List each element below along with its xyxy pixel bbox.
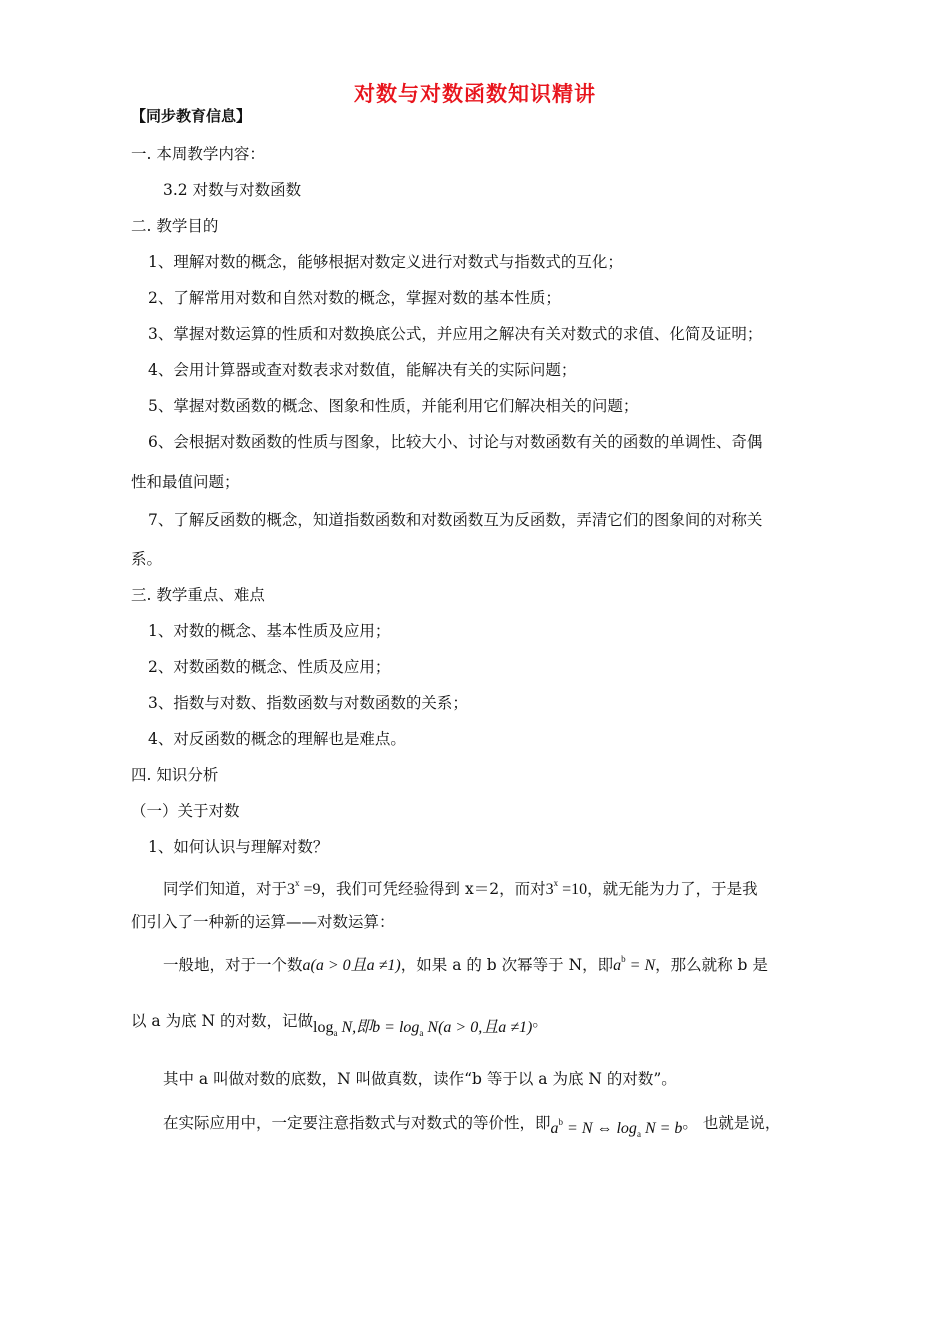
s2-item-6: 6、会根据对数函数的性质与图象，比较大小、讨论与对数函数有关的函数的单调性、奇偶 bbox=[148, 433, 763, 451]
s2-item-7: 7、了解反函数的概念，知道指数函数和对数函数互为反函数，弄清它们的图象间的对称关 bbox=[148, 511, 763, 529]
s2-item-6-cont: 性和最值问题； bbox=[131, 473, 240, 491]
formula-a-condition: a(a > 0且a ≠1) bbox=[302, 957, 401, 974]
s3-item-1: 1、对数的概念、基本性质及应用； bbox=[148, 622, 391, 640]
s1-item: 3.2 对数与对数函数 bbox=[163, 181, 302, 199]
formula-3-pow-x-eq-9: $3^x =9$ bbox=[287, 878, 321, 898]
heading-4: 四. 知识分析 bbox=[131, 766, 219, 784]
section-header: 【同步教育信息】 bbox=[131, 107, 252, 125]
paragraph-5: 在实际应用中，一定要注意指数式与对数式的等价性，即$a^b = N$ ⇔ $\log_a N = b$。 也就是说， bbox=[163, 1114, 781, 1139]
paragraph-4: 其中 a 叫做对数的底数，N 叫做真数，读作“b 等于以 a 为底 N 的对数”。 bbox=[163, 1070, 677, 1088]
paragraph-1-cont: 们引入了一种新的运算——对数运算： bbox=[131, 913, 395, 931]
formula-3-pow-x-eq-10: $3^x =10$ bbox=[545, 878, 588, 898]
s2-item-7-cont: 系。 bbox=[131, 550, 163, 568]
formula-equivalence: $a^b = N$ ⇔ $\log_a N = b$ bbox=[550, 1117, 683, 1139]
question-1: 1、如何认识与理解对数？ bbox=[148, 838, 329, 856]
s3-item-2: 2、对数函数的概念、性质及应用； bbox=[148, 658, 391, 676]
formula-log-definition: $\log_a N$,即$b = \log_a N(a > 0$,且a ≠1) bbox=[313, 1019, 533, 1038]
paragraph-1: 同学们知道，对于$3^x =9$，我们可凭经验得到 x＝2，而对$3^x =10$，就无能为力了，于是我 bbox=[163, 878, 758, 898]
subheading-logarithm: （一）关于对数 bbox=[131, 802, 240, 820]
formula-a-pow-b-eq-n: $a^b = N$ bbox=[613, 954, 656, 974]
heading-3: 三. 教学重点、难点 bbox=[131, 586, 265, 604]
s3-item-4: 4、对反函数的概念的理解也是难点。 bbox=[148, 730, 406, 748]
page-title: 对数与对数函数知识精讲 bbox=[354, 82, 596, 106]
paragraph-2: 一般地，对于一个数a(a > 0且a ≠1)，如果 a 的 b 次幂等于 N，即$a^b = N$，那么就称 b 是 bbox=[163, 954, 768, 974]
s2-item-5: 5、掌握对数函数的概念、图象和性质，并能利用它们解决相关的问题； bbox=[148, 397, 639, 415]
heading-2: 二. 教学目的 bbox=[131, 217, 219, 235]
s2-item-3: 3、掌握对数运算的性质和对数换底公式，并应用之解决有关对数式的求值、化简及证明； bbox=[148, 325, 763, 343]
s2-item-1: 1、理解对数的概念，能够根据对数定义进行对数式与指数式的互化； bbox=[148, 253, 623, 271]
s2-item-2: 2、了解常用对数和自然对数的概念，掌握对数的基本性质； bbox=[148, 289, 561, 307]
heading-1: 一. 本周教学内容： bbox=[131, 145, 265, 163]
paragraph-3: 以 a 为底 N 的对数，记做$\log_a N$,即$b = \log_a N(a > 0$,且a ≠1)。 bbox=[131, 1012, 548, 1038]
s2-item-4: 4、会用计算器或查对数表求对数值，能解决有关的实际问题； bbox=[148, 361, 577, 379]
s3-item-3: 3、指数与对数、指数函数与对数函数的关系； bbox=[148, 694, 468, 712]
